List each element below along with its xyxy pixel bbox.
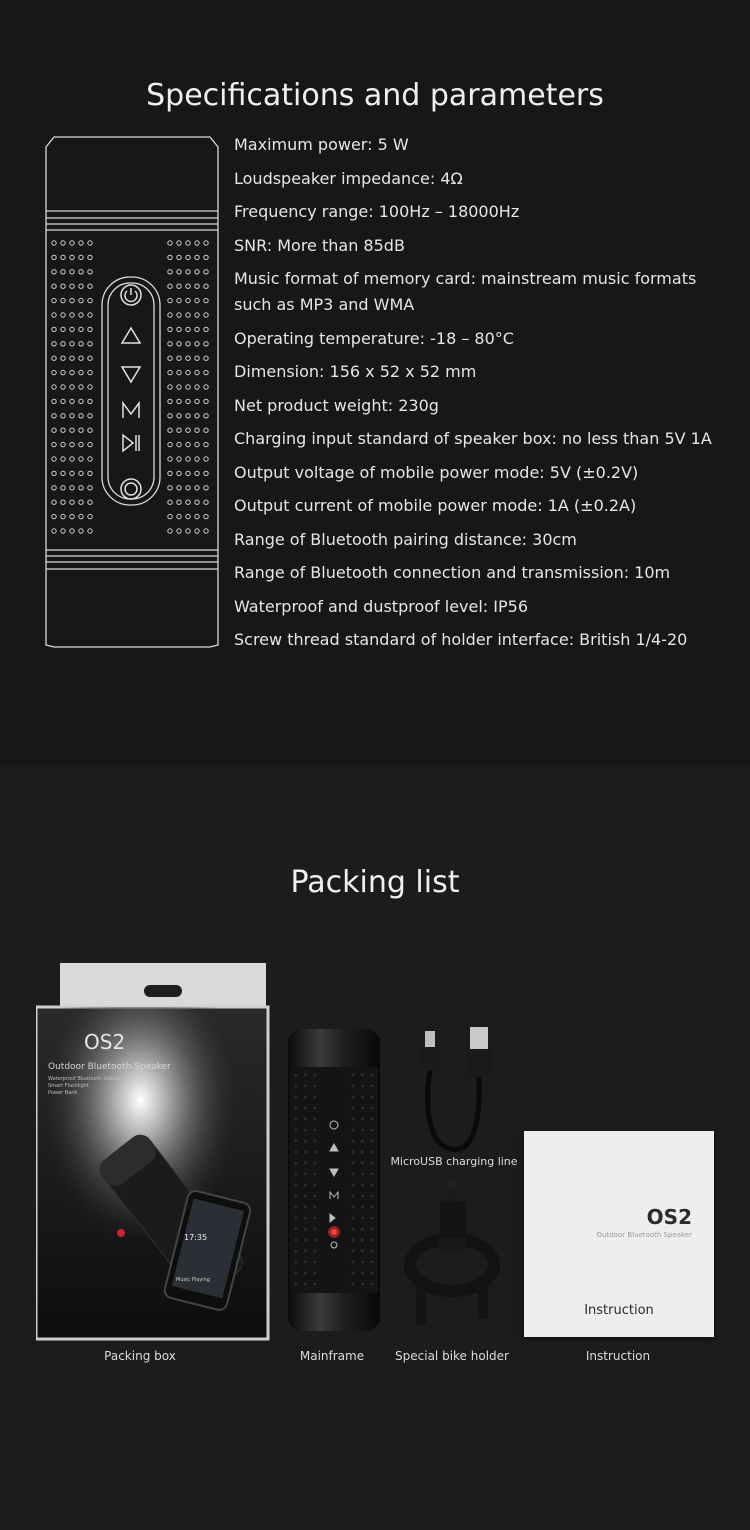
caption-instruction: Instruction	[585, 1349, 651, 1363]
box-feature: Waterproof Bluetooth Speaker	[48, 1076, 124, 1082]
mainframe-image	[286, 1027, 382, 1333]
packing-box-image	[36, 963, 270, 1341]
volume-down-icon	[122, 367, 140, 382]
spec-item: SNR: More than 85dB	[234, 235, 405, 255]
speaker-line-drawing	[44, 135, 220, 650]
play-pause-icon	[123, 435, 139, 451]
box-feature: Smart Flashlight	[48, 1083, 89, 1089]
flashlight-button-icon	[121, 479, 141, 499]
spec-item: Screw thread standard of holder interface: British 1/4-20	[234, 630, 688, 649]
spec-item: Waterproof and dustproof level: IP56	[234, 596, 528, 616]
spec-item: Maximum power: 5 W	[234, 135, 409, 154]
spec-item: Net product weight: 230g	[234, 395, 439, 415]
manual-label: Instruction	[584, 1303, 654, 1318]
spec-item: Frequency range: 100Hz – 18000Hz	[234, 202, 520, 221]
spec-item: Output current of mobile power mode: 1A (±0.2A)	[234, 496, 637, 515]
spec-item: Music format of memory card: mainstream music formats such as MP3 and WMA	[234, 269, 697, 314]
packing-section	[0, 765, 750, 1530]
specifications-title: Specifications and parameters	[146, 78, 604, 114]
caption-microusb-cable: MicroUSB charging line	[390, 1155, 518, 1168]
spec-item: Charging input standard of speaker box: no less than 5V 1A	[234, 429, 712, 448]
box-model: OS2	[84, 1030, 126, 1054]
spec-item: Range of Bluetooth connection and transmission: 10m	[234, 563, 671, 582]
microusb-cable-image	[405, 1027, 495, 1155]
volume-up-icon	[122, 328, 140, 343]
instruction-manual-image	[524, 1131, 714, 1337]
box-subtitle: Outdoor Bluetooth Speaker	[48, 1062, 171, 1072]
phone-time: 17:35	[184, 1233, 208, 1242]
spec-item: Range of Bluetooth pairing distance: 30cm	[234, 529, 577, 549]
specifications-list	[234, 132, 734, 661]
caption-mainframe: Mainframe	[299, 1349, 365, 1363]
manual-subtitle: Outdoor Bluetooth Speaker	[596, 1231, 692, 1239]
spec-item: Operating temperature: -18 – 80°C	[234, 328, 514, 348]
box-feature: Power Bank	[48, 1090, 78, 1096]
phone-label: Music Playing	[176, 1277, 210, 1283]
power-icon	[121, 285, 141, 305]
caption-bike-holder: Special bike holder	[395, 1349, 509, 1363]
mode-icon	[123, 403, 139, 418]
manual-model: OS2	[646, 1205, 692, 1229]
bike-holder-image	[398, 1179, 504, 1339]
spec-item: Output voltage of mobile power mode: 5V (±0.2V)	[234, 462, 639, 482]
packing-title: Packing list	[290, 865, 460, 901]
spec-item: Dimension: 156 x 52 x 52 mm	[234, 362, 477, 381]
caption-packing-box: Packing box	[104, 1349, 176, 1363]
spec-item: Loudspeaker impedance: 4Ω	[234, 168, 463, 188]
